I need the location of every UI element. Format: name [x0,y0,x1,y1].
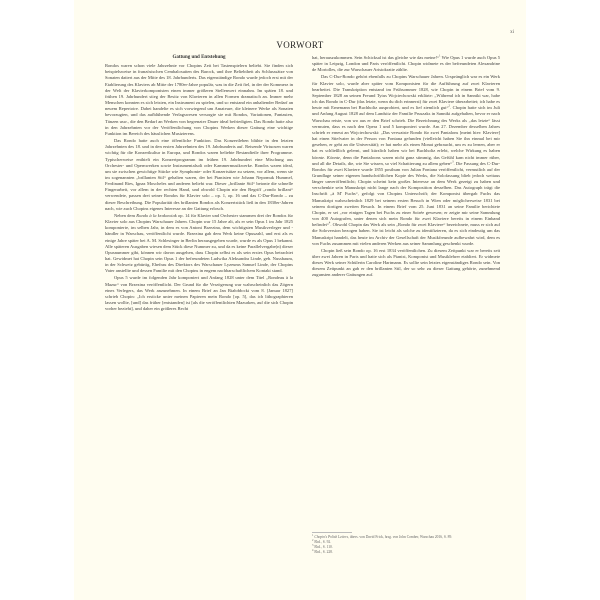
right-column [312,55,500,279]
text-run: . Die Fassung des C-Dur-Rondos für zwei Klaviere wurde 1855 posthum von Julian Fontana veröffentlicht, vermutlich auf der Grundlage seiner eigenen handschriftlichen Kopie des Werks, die Solofassung blieb jedoch weitaus länger unveröffentlicht; Chopin scheint kein großes Interesse an dem Werk gezeigt zu haben und verschenkte sein Manuskript nicht lange nach der Komposition desselben. Das Autograph trägt die Inschrift „à M' Fuchs“, gefolgt von Chopins Unterschrift; der Komponist übergab Fuchs das Manuskript wahrscheinlich 1829 bei seinem ersten Besuch in Wien oder möglicherweise 1831 bei seinem dortigen zweiten Besuch. In einem Brief vom 25. Juni 1831 an seine Familie berichtete Chopin, er sei „vor einigen Tagen bei Fuchs zu einer Soirée gewesen; er zeigte mir seine Sammlung von 400 Autografen, unter denen sich mein Rondo für zwei Klaviere bereits in einem Einband befindet“ [312,160,500,228]
paragraph [312,74,500,246]
footnote-mark: 4 [312,548,314,552]
footnote-ref: 2 [448,104,450,108]
paragraph [105,213,293,275]
text-run: op. 14 für Klavier und Orchester stammen drei der Rondos für Klavier solo aus Chopins Warschauer Jahren. Chopin war 15 Jahre alt, als er sein Opus 1 im Jahr 1825 komponierte, im selben Jahr, in dem es von Antoni Brzezina, dem wichtigsten Musikverleger und -händler in Warschau, veröffentlicht wurde. Brzezina gab dem Werk keine Opuszahl, und erst als es einige Jahre später bei A. M. Schlesinger in Berlin herausgegeben wurde, wurde es als Opus 1 bekannt. Alle späteren Ausgaben wiesen dem Stück diese Nummer zu, und da es keine Parallelvergabe(n) dieser Opusnummer gibt, können wir davon ausgehen, dass Chopin selbst es als sein erstes Opus betrachtet hat. Gewidmet hat Chopin sein Opus 1 der befreundeten Ludwika Aleksandra Linde, geb. Nussbaum, in der Schweiz gebürtig, Ehefrau des Direktors des Warschauer Lyzeums Samuel Linde, der Chopins Vater anstellte und dessen Familie mit den Chopins in engem nachbarschaftlichem Kontakt stand. [105,212,293,274]
text-run: . Chopin hatte sich im Juli und Anfang August 1828 auf dem Landsitz der Familie Pruszaks in Sanniki aufgehalten, bevor er nach Warschau reiste, von wo aus er den Brief schrieb. Die Bezeichnung des Werks als „das letzte“ lässt vermuten, dass es nach den Opera 1 und 5 komponiert wurde. Am 27. Dezember desselben Jahres schrieb er erneut an Wojciechowski: „Das verwaiste Rondo für zwei Pantalons [meint hier: Klaviere] hat einen Stiefvater in der Person von Fontana gefunden (vielleicht haben Sie ihn einmal bei mir gesehen, er geht an die Universität); er hat mehr als einen Monat gebraucht, um es zu lernen, aber er hat es schließlich gelernt, und kürzlich haben wir bei Buchholtz erlebt, welche Wirkung es haben [312,105,500,154]
text-run: . Obwohl Chopin das Werk als sein „Rondo für zwei Klaviere“ bezeichnete, muss er sich auf die Soloversion bezogen haben. Sie ist leicht als solche zu identifizieren, da es sich eindeutig um das Manuskript handelt, das heute im Archiv der Gesellschaft der Musikfreunde aufbewahrt wird, dem es von Fuchs zusammen mit vielen anderen Werken aus seiner Sammlung geschenkt wurde. [312,222,500,246]
footnote-text: Ebd., S. 92. [314,540,332,544]
footnote-ref: 4 [328,221,331,225]
text-run: Wie Opus 1 wurde auch Opus 5 später in Leipzig, London und Paris veröffentlicht. Chopin widmete es der befreundeten Alexandrine de Moriolles, die zur Warschauer Aristokratie zählte. [312,55,500,73]
footnote-ref: 1 [439,54,441,58]
text-run: Neben dem [114,212,137,218]
page-number: xi [510,30,514,35]
footnote-mark: 1 [312,533,314,537]
paragraph: Opus 5 wurde im folgenden Jahr komponiert und Anfang 1828 unter dem Titel „Rondeau à la Mazur“ von Brzezina veröffentlicht. Der Grund für die Verzögerung war wahrscheinlich das Zögern eines Verlegers, das Werk anzunehmen. In einem Brief an Jan Białobłocki vom 8. [Januar 1827] schrieb Chopin: „Ich ersticke unter meinen Papieren mein Rondo [op. 5], das ich lithographieren lassen wollte, [und] das früher [entstanden] ist [als die veröffentlichten Mazurken, auf die sich Chopin vorher bezieht], und daher ein größeres Recht [105,275,293,312]
footnote-text: Ebd., S. 110. [314,545,333,549]
emphasis: könnte. Könnte, [312,154,342,160]
footnote-text: , übers. von David Frick, hrsg. von John Comber, Warschau 2016, S. 89. [348,535,453,539]
paragraph: Rondos waren schon viele Jahrzehnte vor Chopins Zeit bei Tastenspielern beliebt. Sie finden sich beispielsweise in französischen Cembalosuiten des Barock, und ihre Beliebtheit als Schlusssätze von Sonaten datiert aus der Mitte des 18. Jahrhunderts. Das eigenständige Rondo wurde jedoch erst mit der Etablierung des Klaviers ab Mitte der 1780er-Jahre populär, was in die Zeit fiel, in der der Kommerz in der Welt der Klavierkomponisten einen immer größeren Stellenwert einnahm. Im späten 18. und frühen 19. Jahrhundert stieg der Besitz von Klavieren in allen Formen dramatisch an. Immer mehr Menschen konnten es sich leisten, ein Instrument zu spielen, und so entstand ein anhaltender Bedarf an neuem Repertoire. Dabei handelte es sich vorwiegend um Amateure, die kleinere Werke als Sonaten bevorzugten, und das aufblühende Verlagswesen versorgte sie mit Rondos, Variationen, Fantasien, Tänzen usw., die den Bedarf an Werken von begrenzter Dauer ideal befriedigten. Das Rondo hatte also in den Jahrzehnten vor der Veröffentlichung von Chopins Werken dieser Gattung eine wichtige Funktion im Bereich des häuslichen Musizierens. [105,63,293,136]
footnotes [312,532,500,555]
page-title: VORWORT [276,40,324,50]
text-run: Das C-Dur-Rondo gehört ebenfalls zu Chopins Warschauer Jahren. Ursprünglich war es ein Werk für Klavier solo, wurde aber später vom Komponisten für die Aufführung auf zwei Klavieren bearbeitet. Die Transkription entstand im Frühsommer 1828, wie Chopin in einem Brief vom 9. September 1828 an seinen Freund Tytus Wojciechowski erklärte: „Während ich in Sanniki war, habe ich das Rondo in C-Dur (das letzte, wenn du dich erinnerst) für zwei Klaviere überarbeitet; ich habe es heute mit Ernemann bei Buchholtz ausprobiert, und es lief ziemlich gut“ [312,74,500,111]
book-title: Chopin's Polish Letters [314,535,349,539]
paragraph: Das Rondo hatte auch eine öffentliche Funktion. Das Konzertleben blühte in den letzten Jahrzehnten des 18. und in den ersten Jahrzehnten des 19. Jahrhunderts auf. Reisende Virtuosen waren wichtig für die Konzertkultur in Europa, und Rondos waren beliebte Bestandteile ihrer Programme. Typischerweise enthielt ein Konzertprogramm im frühen 19. Jahrhundert eine Mischung aus Orchester- und Opernwerken sowie Instrumentalsoli oder Kammermusikwerke. Rondos waren ideal, um sie zwischen gewichtige Stücke wie Symphonie- oder Konzertsätze zu setzen, vor allem, wenn sie im sogenannten „brillanten Stil“ gehalten waren, der bei Pianisten wie Johann Nepomuk Hummel, Ferdinand Ries, Ignaz Moscheles und anderen beliebt war. Dieser „brillante Stil“ betonte die schnelle Fingerarbeit, vor allem in der rechten Hand, und obwohl Chopin nie den Begriff „rondo brillant“ verwendete, passen drei seiner Rondos für Klavier solo – op. 1, op. 16 und das C-Dur-Rondo – zu dieser Beschreibung. Die Popularität des brillanten Rondos als Konzertstück ließ in den 1830er-Jahren nach, wie auch Chopins eigenes Interesse an der Gattung erlosch. [105,138,293,211]
footnote-mark: 2 [312,538,314,542]
text-run: hat, herauszukommen. Sein Schicksal ist das gleiche wie das meine!“ [312,55,440,60]
paragraph: Chopin ließ sein Rondo op. 16 erst 1834 veröffentlichen. Zu diesem Zeitpunkt war er bereits seit über zwei Jahren in Paris und hatte sich als Pianist, Komponist und Musiklehrer etabliert. Er widmete dieses Werk seiner Schülerin Caroline Hartmann. Es sollte sein letztes eigenständiges Rondo sein. Von diesem Zeitpunkt an gab er den brillanten Stil, der so sehr zu dieser Gattung gehörte, zunehmend zugunsten anderer Gattungen auf. [312,247,500,278]
text-run: denn die Pantaloons waren nicht ganz stimmig, das Gefühl kam nicht immer rüber, und all die Details, die, wie Sie wissen, so viel Schattierung zu allem geben“ [312,154,500,166]
paragraph [312,55,500,73]
footnote-divider [312,532,352,533]
footnote-ref: 3 [452,160,454,164]
document-page [74,0,526,600]
footnote [312,550,500,555]
work-title: Rondo à la krakowiak [136,212,177,218]
left-column [105,55,293,312]
section-heading: Gattung und Entstehung [172,55,226,60]
footnote-mark: 3 [312,543,314,547]
footnote-text: Ebd., S. 228. [314,550,333,554]
